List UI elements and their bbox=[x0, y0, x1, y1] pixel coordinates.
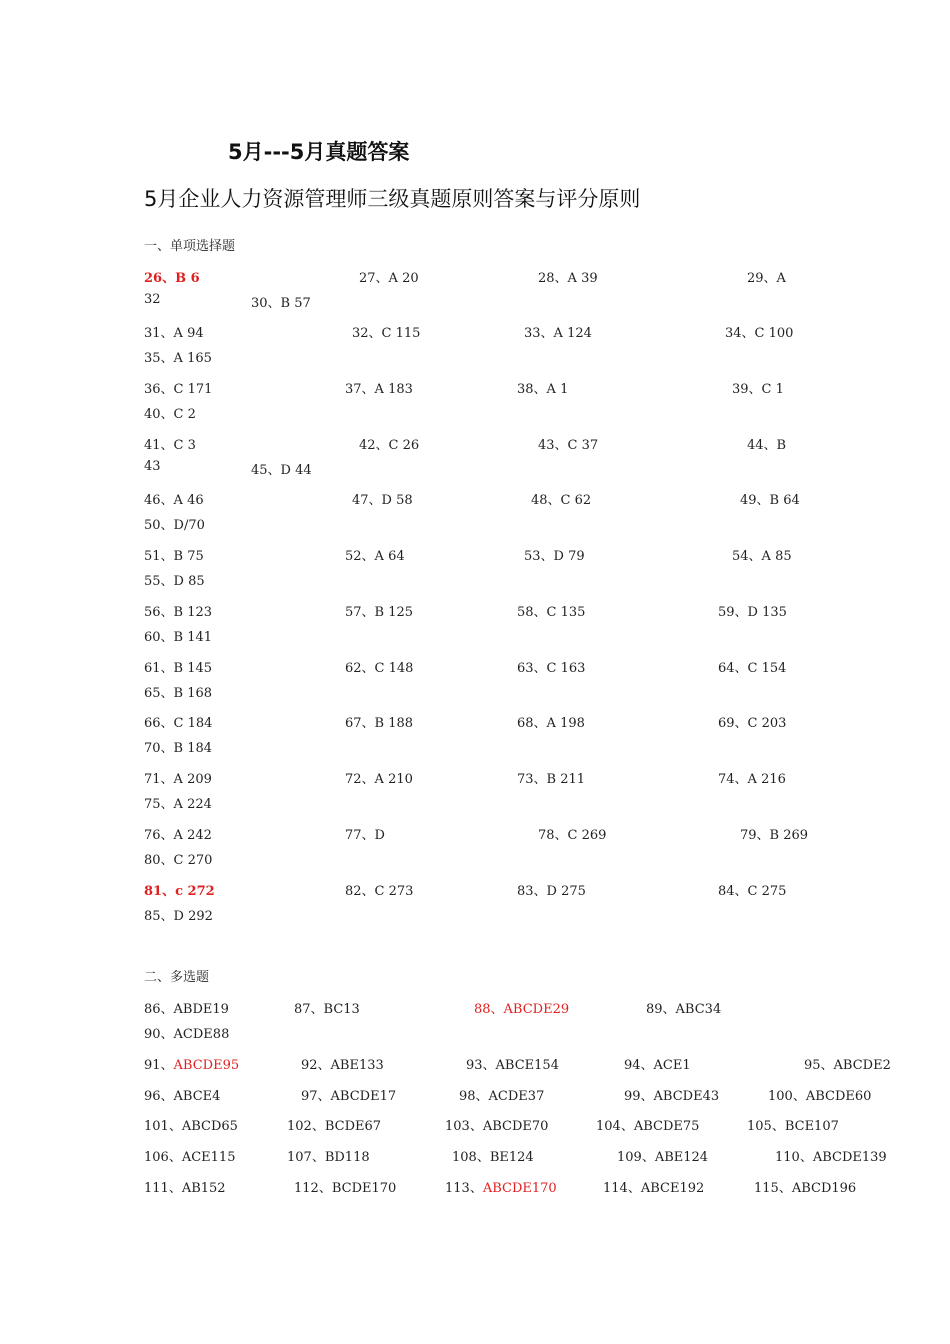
question-number: 68、 bbox=[517, 716, 547, 731]
answer-text: B 145 bbox=[173, 661, 213, 676]
question-number: 35、 bbox=[144, 351, 174, 366]
answer-text: A 210 bbox=[374, 772, 413, 787]
single-choice-answer-item bbox=[747, 267, 786, 286]
answer-text: C 163 bbox=[546, 661, 586, 676]
answer-text: C 203 bbox=[747, 716, 787, 731]
question-number: 108、 bbox=[452, 1150, 490, 1165]
question-number: 91、 bbox=[144, 1058, 174, 1073]
single-choice-answer-item bbox=[144, 905, 213, 924]
multi-choice-answer-item bbox=[445, 1115, 548, 1134]
multi-choice-answer-item bbox=[301, 1085, 396, 1104]
single-choice-answer-item bbox=[345, 768, 413, 787]
answer-text: c 272 bbox=[175, 884, 215, 899]
question-number: 103、 bbox=[445, 1119, 483, 1134]
single-choice-answer-item bbox=[524, 322, 592, 341]
single-choice-answer-item bbox=[359, 267, 419, 286]
multi-choice-answer-item bbox=[747, 1115, 839, 1134]
answer-text: B 188 bbox=[374, 716, 414, 731]
question-number: 56、 bbox=[144, 605, 174, 620]
single-choice-answer-item bbox=[359, 434, 419, 453]
question-number: 48、 bbox=[531, 493, 561, 508]
section-heading-single: 一、单项选择题 bbox=[144, 239, 236, 254]
answer-text: A 224 bbox=[173, 797, 212, 812]
single-choice-answer-item bbox=[345, 880, 413, 899]
question-number: 36、 bbox=[144, 382, 174, 397]
question-number: 113、 bbox=[445, 1181, 483, 1196]
answer-text: BCE107 bbox=[784, 1119, 839, 1134]
answer-text: A 20 bbox=[388, 271, 419, 286]
single-choice-answer-item bbox=[144, 434, 196, 453]
answer-text: C 273 bbox=[374, 884, 414, 899]
answer-text: A 46 bbox=[173, 493, 204, 508]
answer-text: ABCDE17 bbox=[330, 1089, 397, 1104]
answer-text: B 141 bbox=[173, 630, 213, 645]
answer-text: ABCDE60 bbox=[805, 1089, 872, 1104]
question-number: 99、 bbox=[624, 1089, 654, 1104]
question-number: 42、 bbox=[359, 438, 389, 453]
question-number: 100、 bbox=[768, 1089, 806, 1104]
question-number: 112、 bbox=[294, 1181, 332, 1196]
multi-choice-answer-item bbox=[144, 1054, 239, 1073]
answer-text: B 75 bbox=[173, 549, 204, 564]
answer-text: ABCDE139 bbox=[812, 1150, 887, 1165]
single-choice-answer-item bbox=[144, 737, 212, 756]
question-number: 64、 bbox=[718, 661, 748, 676]
single-choice-answer-item bbox=[144, 459, 161, 474]
question-number: 80、 bbox=[144, 853, 174, 868]
question-number: 110、 bbox=[775, 1150, 813, 1165]
question-number: 63、 bbox=[517, 661, 547, 676]
single-choice-answer-item bbox=[732, 378, 784, 397]
multi-choice-answer-item bbox=[754, 1177, 856, 1196]
answer-text: B 123 bbox=[173, 605, 213, 620]
multi-choice-answer-item bbox=[144, 1146, 235, 1165]
answer-text: 43 bbox=[144, 459, 161, 474]
answer-text: A 39 bbox=[567, 271, 598, 286]
answer-text: C 154 bbox=[747, 661, 787, 676]
question-number: 109、 bbox=[617, 1150, 655, 1165]
answer-text: A 165 bbox=[173, 351, 212, 366]
question-number: 44、 bbox=[747, 438, 777, 453]
multi-choice-answer-item bbox=[294, 998, 360, 1017]
question-number: 29、 bbox=[747, 271, 777, 286]
single-choice-answer-item bbox=[144, 768, 212, 787]
answer-text: ACE115 bbox=[181, 1150, 236, 1165]
single-choice-answer-item bbox=[517, 657, 585, 676]
question-number: 94、 bbox=[624, 1058, 654, 1073]
question-number: 32、 bbox=[352, 326, 382, 341]
multi-choice-answer-item bbox=[144, 998, 229, 1017]
question-number: 38、 bbox=[517, 382, 547, 397]
answer-text: B 64 bbox=[769, 493, 800, 508]
question-number: 73、 bbox=[517, 772, 547, 787]
answer-text: C 171 bbox=[173, 382, 213, 397]
multi-choice-answer-item bbox=[603, 1177, 704, 1196]
question-number: 86、 bbox=[144, 1002, 174, 1017]
question-number: 52、 bbox=[345, 549, 375, 564]
question-number: 89、 bbox=[646, 1002, 676, 1017]
question-number: 54、 bbox=[732, 549, 762, 564]
answer-text: ABCE192 bbox=[640, 1181, 705, 1196]
answer-text: ABCDE170 bbox=[482, 1181, 557, 1196]
question-number: 72、 bbox=[345, 772, 375, 787]
multi-choice-answer-item bbox=[775, 1146, 887, 1165]
question-number: 79、 bbox=[740, 828, 770, 843]
answer-text: A 94 bbox=[173, 326, 204, 341]
answer-text: C 135 bbox=[546, 605, 586, 620]
multi-choice-answer-item bbox=[144, 1085, 220, 1104]
answer-text: ABCD196 bbox=[791, 1181, 857, 1196]
question-number: 69、 bbox=[718, 716, 748, 731]
single-choice-answer-item bbox=[732, 545, 792, 564]
single-choice-answer-item bbox=[740, 824, 808, 843]
answer-text: D 135 bbox=[747, 605, 787, 620]
answer-text: BCDE170 bbox=[331, 1181, 397, 1196]
single-choice-answer-item bbox=[345, 601, 413, 620]
answer-text: C 37 bbox=[567, 438, 599, 453]
question-number: 78、 bbox=[538, 828, 568, 843]
single-choice-answer-item bbox=[251, 459, 312, 478]
question-number: 39、 bbox=[732, 382, 762, 397]
answer-text: B 57 bbox=[280, 296, 311, 311]
question-number: 53、 bbox=[524, 549, 554, 564]
question-number: 55、 bbox=[144, 574, 174, 589]
answer-text: B 269 bbox=[769, 828, 809, 843]
answer-text: B 211 bbox=[546, 772, 586, 787]
question-number: 33、 bbox=[524, 326, 554, 341]
single-choice-answer-item bbox=[144, 267, 200, 286]
question-number: 75、 bbox=[144, 797, 174, 812]
answer-text: ABCDE70 bbox=[482, 1119, 549, 1134]
question-number: 71、 bbox=[144, 772, 174, 787]
multi-choice-answer-item bbox=[452, 1146, 534, 1165]
question-number: 31、 bbox=[144, 326, 174, 341]
answer-text: ABCE154 bbox=[495, 1058, 559, 1073]
single-choice-answer-item bbox=[718, 880, 786, 899]
single-choice-answer-item bbox=[352, 489, 413, 508]
multi-choice-answer-item bbox=[596, 1115, 699, 1134]
answer-text: B 168 bbox=[173, 686, 213, 701]
question-number: 76、 bbox=[144, 828, 174, 843]
answer-text: B 184 bbox=[173, 741, 213, 756]
question-number: 43、 bbox=[538, 438, 568, 453]
question-number: 88、 bbox=[474, 1002, 504, 1017]
single-choice-answer-item bbox=[144, 657, 212, 676]
question-number: 45、 bbox=[251, 463, 281, 478]
question-number: 67、 bbox=[345, 716, 375, 731]
single-choice-answer-item bbox=[718, 657, 786, 676]
single-choice-answer-item bbox=[345, 378, 413, 397]
multi-choice-answer-item bbox=[445, 1177, 557, 1196]
answer-text: B 6 bbox=[175, 271, 200, 286]
answer-text: ABCDE95 bbox=[173, 1058, 240, 1073]
answer-text: ABCDE43 bbox=[653, 1089, 720, 1104]
answer-text: C 269 bbox=[567, 828, 607, 843]
answer-text: C 148 bbox=[374, 661, 414, 676]
answer-text: B 125 bbox=[374, 605, 414, 620]
question-number: 90、 bbox=[144, 1027, 174, 1042]
single-choice-answer-item bbox=[144, 626, 212, 645]
single-choice-answer-item bbox=[345, 712, 413, 731]
single-choice-answer-item bbox=[718, 768, 786, 787]
multi-choice-answer-item bbox=[646, 998, 721, 1017]
question-number: 77、 bbox=[345, 828, 375, 843]
question-number: 66、 bbox=[144, 716, 174, 731]
single-choice-answer-item bbox=[517, 880, 586, 899]
answer-text: AB152 bbox=[181, 1181, 226, 1196]
single-choice-answer-item bbox=[345, 657, 413, 676]
question-number: 104、 bbox=[596, 1119, 634, 1134]
question-number: 101、 bbox=[144, 1119, 182, 1134]
question-number: 81、 bbox=[144, 884, 176, 899]
question-number: 105、 bbox=[747, 1119, 785, 1134]
answer-text: BD118 bbox=[324, 1150, 370, 1165]
answer-text: A 85 bbox=[761, 549, 792, 564]
single-choice-answer-item bbox=[144, 570, 205, 589]
answer-text: BC13 bbox=[323, 1002, 360, 1017]
question-number: 93、 bbox=[466, 1058, 496, 1073]
single-choice-answer-item bbox=[517, 378, 568, 397]
question-number: 47、 bbox=[352, 493, 382, 508]
question-number: 70、 bbox=[144, 741, 174, 756]
answer-text: 32 bbox=[144, 292, 161, 307]
single-choice-answer-item bbox=[144, 793, 212, 812]
single-choice-answer-item bbox=[538, 267, 598, 286]
answer-text: C 270 bbox=[173, 853, 213, 868]
answer-text: ACDE37 bbox=[488, 1089, 545, 1104]
page-title: 5月---5月真题答案 bbox=[228, 140, 410, 164]
answer-text: ABCE4 bbox=[173, 1089, 221, 1104]
answer-text: BE124 bbox=[489, 1150, 534, 1165]
multi-choice-answer-item bbox=[144, 1115, 238, 1134]
single-choice-answer-item bbox=[718, 712, 786, 731]
question-number: 74、 bbox=[718, 772, 748, 787]
single-choice-answer-item bbox=[747, 434, 786, 453]
single-choice-answer-item bbox=[517, 768, 585, 787]
single-choice-answer-item bbox=[144, 292, 161, 307]
answer-text: ABE133 bbox=[330, 1058, 384, 1073]
question-number: 34、 bbox=[725, 326, 755, 341]
question-number: 30、 bbox=[251, 296, 281, 311]
answer-text: C 184 bbox=[173, 716, 213, 731]
single-choice-answer-item bbox=[538, 434, 598, 453]
question-number: 50、 bbox=[144, 518, 174, 533]
single-choice-answer-item bbox=[531, 489, 591, 508]
question-number: 97、 bbox=[301, 1089, 331, 1104]
answer-text: A 216 bbox=[747, 772, 786, 787]
question-number: 84、 bbox=[718, 884, 748, 899]
multi-choice-answer-item bbox=[768, 1085, 871, 1104]
answer-text: C 3 bbox=[173, 438, 196, 453]
answer-text: ABC34 bbox=[675, 1002, 722, 1017]
answer-text: ABCDE29 bbox=[503, 1002, 570, 1017]
answer-text: A 1 bbox=[546, 382, 569, 397]
single-choice-answer-item bbox=[251, 292, 311, 311]
single-choice-answer-item bbox=[144, 545, 204, 564]
answer-text: C 115 bbox=[381, 326, 421, 341]
answer-text: ACDE88 bbox=[173, 1027, 230, 1042]
multi-choice-answer-item bbox=[459, 1085, 544, 1104]
single-choice-answer-item bbox=[144, 378, 212, 397]
multi-choice-answer-item bbox=[144, 1177, 226, 1196]
answer-text: ABCDE2 bbox=[833, 1058, 891, 1073]
single-choice-answer-item bbox=[144, 712, 212, 731]
single-choice-answer-item bbox=[345, 824, 385, 843]
answer-text: D bbox=[374, 828, 385, 843]
question-number: 98、 bbox=[459, 1089, 489, 1104]
question-number: 87、 bbox=[294, 1002, 324, 1017]
multi-choice-answer-item bbox=[287, 1115, 381, 1134]
single-choice-answer-item bbox=[144, 489, 204, 508]
answer-text: D 275 bbox=[546, 884, 586, 899]
question-number: 26、 bbox=[144, 271, 176, 286]
question-number: 65、 bbox=[144, 686, 174, 701]
single-choice-answer-item bbox=[144, 403, 196, 422]
answer-text: D 79 bbox=[553, 549, 585, 564]
question-number: 92、 bbox=[301, 1058, 331, 1073]
single-choice-answer-item bbox=[144, 682, 212, 701]
single-choice-answer-item bbox=[538, 824, 606, 843]
question-number: 27、 bbox=[359, 271, 389, 286]
question-number: 114、 bbox=[603, 1181, 641, 1196]
answer-text: A 209 bbox=[173, 772, 212, 787]
single-choice-answer-item bbox=[740, 489, 800, 508]
answer-text: A 198 bbox=[546, 716, 585, 731]
single-choice-answer-item bbox=[144, 880, 215, 899]
question-number: 83、 bbox=[517, 884, 547, 899]
question-number: 28、 bbox=[538, 271, 568, 286]
multi-choice-answer-item bbox=[466, 1054, 559, 1073]
question-number: 102、 bbox=[287, 1119, 325, 1134]
question-number: 115、 bbox=[754, 1181, 792, 1196]
multi-choice-answer-item bbox=[287, 1146, 370, 1165]
answer-text: A 242 bbox=[173, 828, 212, 843]
multi-choice-answer-item bbox=[294, 1177, 396, 1196]
multi-choice-answer-item bbox=[301, 1054, 384, 1073]
answer-text: BCDE67 bbox=[324, 1119, 382, 1134]
question-number: 40、 bbox=[144, 407, 174, 422]
single-choice-answer-item bbox=[352, 322, 420, 341]
single-choice-answer-item bbox=[144, 849, 212, 868]
single-choice-answer-item bbox=[517, 712, 585, 731]
question-number: 95、 bbox=[804, 1058, 834, 1073]
question-number: 106、 bbox=[144, 1150, 182, 1165]
answer-text: D 58 bbox=[381, 493, 413, 508]
multi-choice-answer-item bbox=[474, 998, 569, 1017]
answer-text: ABCDE75 bbox=[633, 1119, 700, 1134]
answer-text: A bbox=[776, 271, 786, 286]
answer-text: B bbox=[776, 438, 787, 453]
answer-text: D/70 bbox=[173, 518, 205, 533]
question-number: 51、 bbox=[144, 549, 174, 564]
question-number: 57、 bbox=[345, 605, 375, 620]
answer-text: ABDE19 bbox=[173, 1002, 229, 1017]
answer-text: A 64 bbox=[374, 549, 405, 564]
question-number: 37、 bbox=[345, 382, 375, 397]
multi-choice-answer-item bbox=[804, 1054, 891, 1073]
single-choice-answer-item bbox=[144, 322, 204, 341]
answer-text: C 275 bbox=[747, 884, 787, 899]
answer-text: ABE124 bbox=[654, 1150, 709, 1165]
answer-text: C 62 bbox=[560, 493, 592, 508]
answer-text: C 100 bbox=[754, 326, 794, 341]
single-choice-answer-item bbox=[144, 347, 212, 366]
multi-choice-answer-item bbox=[624, 1054, 691, 1073]
single-choice-answer-item bbox=[524, 545, 585, 564]
answer-text: C 2 bbox=[173, 407, 196, 422]
question-number: 41、 bbox=[144, 438, 174, 453]
single-choice-answer-item bbox=[517, 601, 585, 620]
single-choice-answer-item bbox=[144, 824, 212, 843]
answer-text: ABCD65 bbox=[181, 1119, 238, 1134]
question-number: 61、 bbox=[144, 661, 174, 676]
question-number: 46、 bbox=[144, 493, 174, 508]
single-choice-answer-item bbox=[725, 322, 793, 341]
multi-choice-answer-item bbox=[144, 1023, 229, 1042]
answer-text: A 183 bbox=[374, 382, 413, 397]
question-number: 62、 bbox=[345, 661, 375, 676]
answer-text: C 1 bbox=[761, 382, 784, 397]
single-choice-answer-item bbox=[345, 545, 405, 564]
answer-text: D 292 bbox=[173, 909, 213, 924]
answer-text: ACE1 bbox=[653, 1058, 691, 1073]
multi-choice-answer-item bbox=[617, 1146, 708, 1165]
single-choice-answer-item bbox=[144, 514, 205, 533]
single-choice-answer-item bbox=[718, 601, 787, 620]
question-number: 60、 bbox=[144, 630, 174, 645]
question-number: 59、 bbox=[718, 605, 748, 620]
answer-text: D 85 bbox=[173, 574, 205, 589]
section-heading-multi: 二、多选题 bbox=[144, 970, 210, 985]
page-subtitle: 5月企业人力资源管理师三级真题原则答案与评分原则 bbox=[144, 187, 641, 211]
answer-text: D 44 bbox=[280, 463, 312, 478]
question-number: 58、 bbox=[517, 605, 547, 620]
question-number: 96、 bbox=[144, 1089, 174, 1104]
multi-choice-answer-item bbox=[624, 1085, 719, 1104]
answer-text: A 124 bbox=[553, 326, 592, 341]
single-choice-answer-item bbox=[144, 601, 212, 620]
question-number: 111、 bbox=[144, 1181, 182, 1196]
answer-text: C 26 bbox=[388, 438, 420, 453]
question-number: 85、 bbox=[144, 909, 174, 924]
question-number: 107、 bbox=[287, 1150, 325, 1165]
question-number: 49、 bbox=[740, 493, 770, 508]
question-number: 82、 bbox=[345, 884, 375, 899]
